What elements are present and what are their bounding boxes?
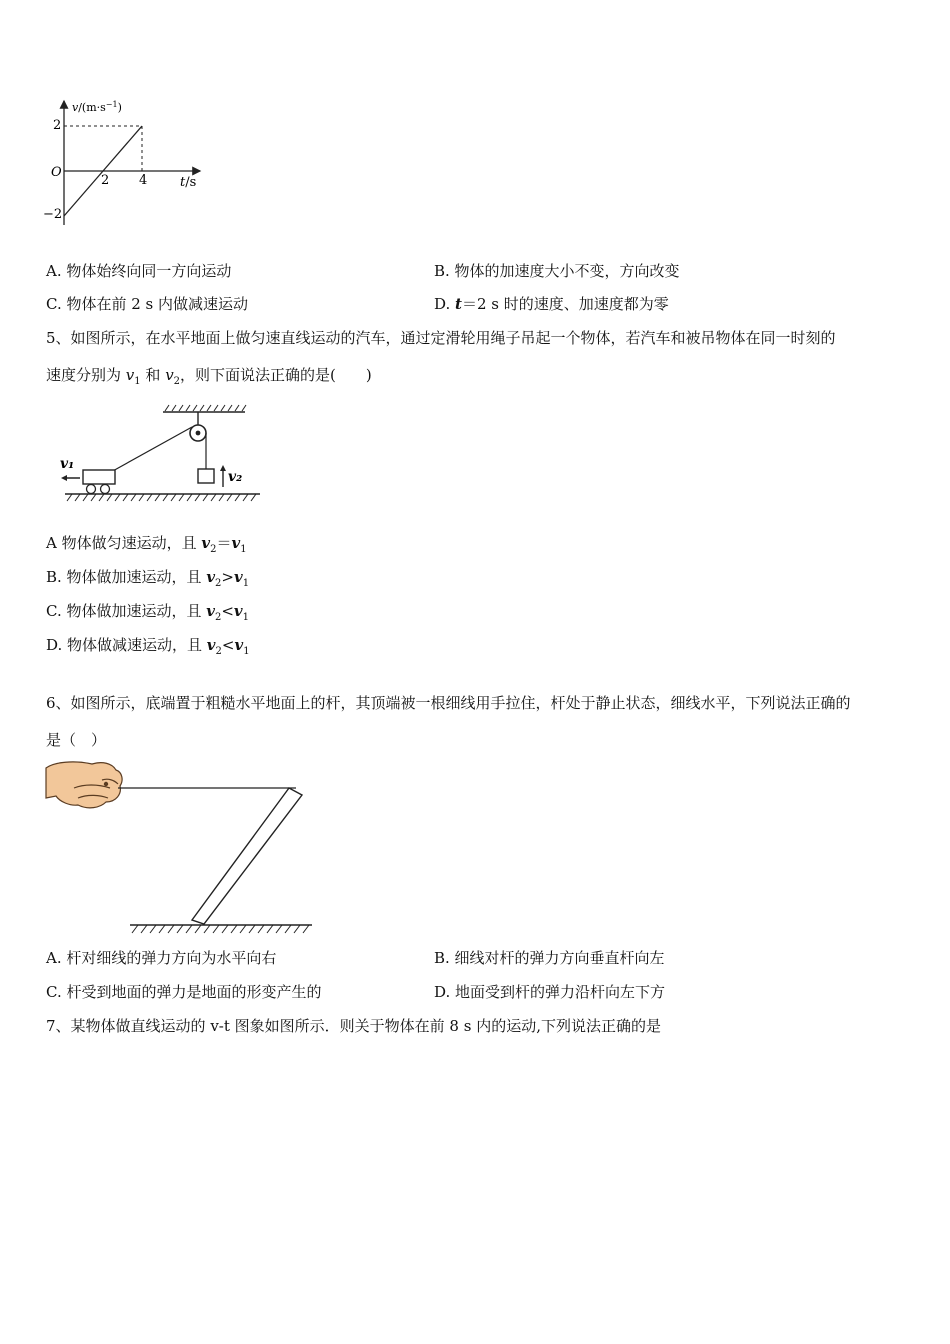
q5-option-b[interactable]: B. 物体做加速运动，且 $v_2>v_1$ xyxy=(46,568,250,589)
x-tick-label-4: 4 xyxy=(139,173,148,188)
q5-stem-line1: 5、如图所示，在水平地面上做匀速直线运动的汽车，通过定滑轮用绳子吊起一个物体，若汽车和被吊物体在同一时刻的 xyxy=(46,329,836,347)
pulley-figure xyxy=(55,402,265,506)
q5-option-a[interactable]: A 物体做匀速运动，且 $v_2=v_1$ xyxy=(46,534,247,555)
q4-d-t: t xyxy=(455,295,462,313)
q6-stem-line2: 是（ ） xyxy=(46,731,107,749)
q5-v2: v xyxy=(165,366,174,384)
y-tick-label-2: 2 xyxy=(53,118,62,133)
q5-and: 和 xyxy=(140,366,166,384)
q4-option-c[interactable]: C. 物体在前 2 s 内做减速运动 xyxy=(46,295,249,313)
q7-stem: 7、某物体做直线运动的 v-t 图象如图所示．则关于物体在前 8 s 内的运动,下列说法正确的是 xyxy=(46,1017,661,1035)
q5-option-c[interactable]: C. 物体做加速运动，且 $v_2<v_1$ xyxy=(46,602,250,623)
q5-option-d[interactable]: D. 物体做减速运动，且 $v_2<v_1$ xyxy=(46,636,250,657)
rod xyxy=(192,788,302,924)
q6-option-b[interactable]: B. 细线对杆的弹力方向垂直杆向左 xyxy=(434,949,665,967)
vt-graph xyxy=(40,95,220,230)
q5-stem-line2 xyxy=(46,365,372,392)
q4-option-b[interactable]: B. 物体的加速度大小不变，方向改变 xyxy=(434,262,680,280)
origin-label: O xyxy=(51,165,62,180)
q6-option-d[interactable]: D. 地面受到杆的弹力沿杆向左下方 xyxy=(434,983,666,1001)
v2-label: v₂ xyxy=(228,469,243,485)
x-tick-label-2: 2 xyxy=(101,173,110,188)
hand-illustration xyxy=(46,762,122,808)
x-axis-label: t/s xyxy=(180,175,197,190)
q5-stem-end: ，则下面说法正确的是( ) xyxy=(180,366,372,384)
hanging-block xyxy=(198,469,214,483)
q5-v1-sub: 1 xyxy=(134,376,141,387)
q6-option-a[interactable]: A. 杆对细线的弹力方向为水平向右 xyxy=(46,949,277,967)
q4-option-a[interactable]: A. 物体始终向同一方向运动 xyxy=(46,262,232,280)
q5-v2-sub: 2 xyxy=(173,376,181,387)
ground-hatch xyxy=(67,494,256,501)
rope-to-car xyxy=(111,427,192,472)
rod-figure xyxy=(44,758,316,936)
car xyxy=(83,470,115,484)
y-tick-label-neg2: −2 xyxy=(43,207,63,222)
v1-label: v₁ xyxy=(60,456,75,472)
y-axis-label: $v/(m\cdot s^{-1})$ xyxy=(72,100,122,114)
q6-stem-line1: 6、如图所示，底端置于粗糙水平地面上的杆，其顶端被一根细线用手拉住，杆处于静止状态，细线水平，下列说法正确的 xyxy=(46,694,851,712)
ground-hatch xyxy=(132,925,309,933)
q4-d-prefix: D. xyxy=(434,295,456,313)
q6-option-c[interactable]: C. 杆受到地面的弹力是地面的形变产生的 xyxy=(46,983,322,1001)
q4-option-d[interactable] xyxy=(434,294,669,314)
q4-d-rest: ＝2 s 时的速度、加速度都为零 xyxy=(461,295,669,313)
q5-stem-text: 速度分别为 xyxy=(46,366,126,384)
q5-v1: v xyxy=(125,366,135,384)
ceiling-hatch xyxy=(165,405,246,411)
